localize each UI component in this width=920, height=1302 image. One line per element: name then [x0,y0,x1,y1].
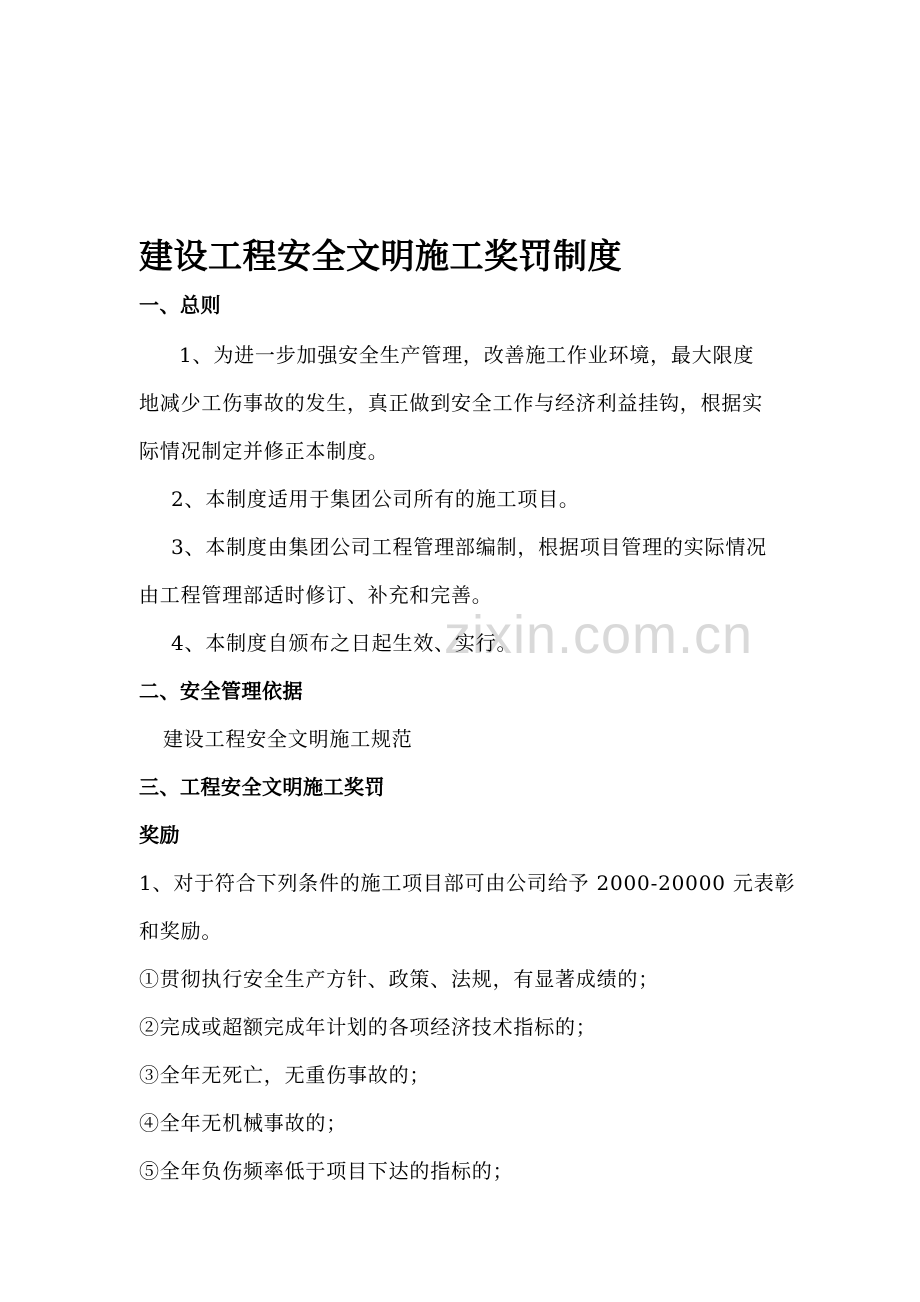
reward-paragraph-line-1: 1、对于符合下列条件的施工项目部可由公司给予 2000-20000 元表彰 [139,871,796,895]
watermark: zixin.com.cn [444,605,754,665]
paragraph-3-line-2: 由工程管理部适时修订、补充和完善。 [139,583,493,607]
paragraph-1-line-3: 际情况制定并修正本制度。 [139,439,389,463]
section-heading-basis: 二、安全管理依据 [139,679,303,703]
condition-item: ⑤全年负伤频率低于项目下达的指标的； [139,1159,514,1183]
reward-paragraph-line-2: 和奖励。 [139,919,223,943]
paragraph-1-line-1: 1、为进一步加强安全生产管理，改善施工作业环境，最大限度 [179,343,755,367]
basis-text: 建设工程安全文明施工规范 [163,727,413,751]
subheading-rewards: 奖励 [139,823,180,847]
paragraph-3-line-1: 3、本制度由集团公司工程管理部编制，根据项目管理的实际情况 [171,535,767,559]
section-heading-general: 一、总则 [139,293,221,317]
paragraph-2: 2、本制度适用于集团公司所有的施工项目。 [171,487,580,511]
section-heading-rewards-penalties: 三、工程安全文明施工奖罚 [139,775,385,799]
document-title: 建设工程安全文明施工奖罚制度 [139,237,622,277]
condition-item: ①贯彻执行安全生产方针、政策、法规，有显著成绩的； [139,967,659,991]
paragraph-4: 4、本制度自颁布之日起生效、实行。 [171,631,518,655]
condition-item: ②完成或超额完成年计划的各项经济技术指标的； [139,1015,597,1039]
condition-item: ③全年无死亡，无重伤事故的； [139,1063,431,1087]
paragraph-1-line-2: 地减少工伤事故的发生，真正做到安全工作与经济利益挂钩，根据实 [139,391,763,415]
condition-item: ④全年无机械事故的； [139,1111,347,1135]
